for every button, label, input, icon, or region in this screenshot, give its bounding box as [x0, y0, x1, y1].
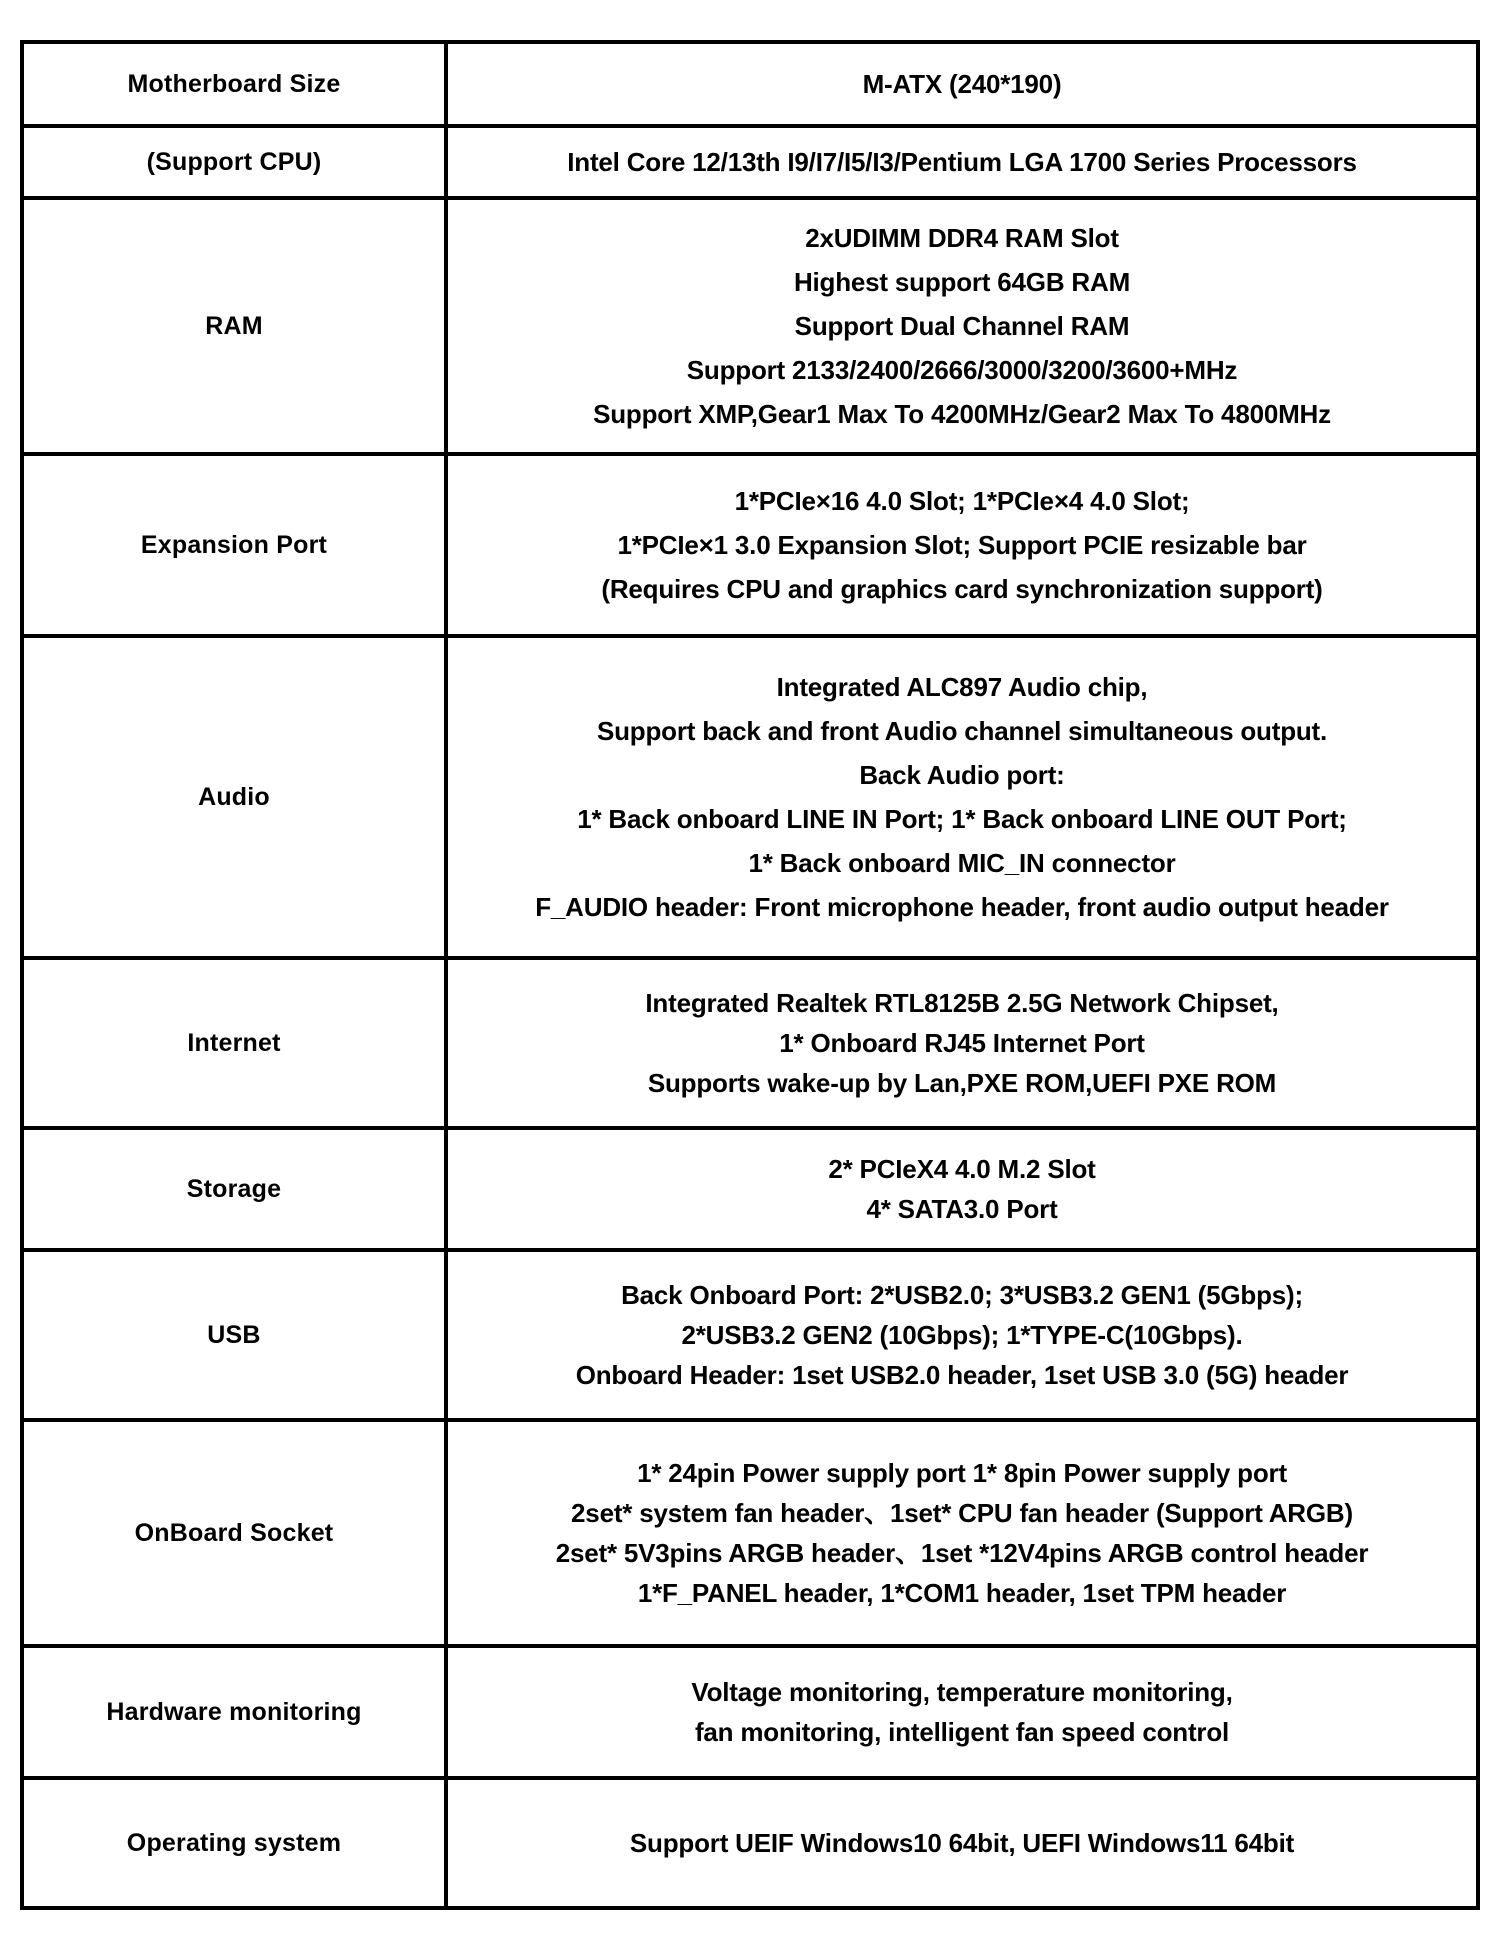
value-line: Voltage monitoring, temperature monitoring,	[691, 1677, 1233, 1707]
value-line: M-ATX (240*190)	[862, 69, 1062, 99]
row-value	[446, 1646, 1478, 1778]
table-row-onboard-socket	[22, 1420, 1478, 1646]
row-value	[446, 636, 1478, 958]
row-value	[446, 454, 1478, 636]
value-line: Support XMP,Gear1 Max To 4200MHz/Gear2 Max To 4800MHz	[593, 399, 1331, 429]
row-label: Audio	[22, 636, 446, 958]
value-line: 1* Onboard RJ45 Internet Port	[779, 1028, 1145, 1058]
table-row-expansion-port	[22, 454, 1478, 636]
value-line: Back Onboard Port: 2*USB2.0; 3*USB3.2 GEN1 (5Gbps);	[621, 1280, 1303, 1310]
value-line: fan monitoring, intelligent fan speed control	[694, 1717, 1230, 1747]
value-line: Integrated ALC897 Audio chip,	[776, 672, 1148, 702]
value-line: Support back and front Audio channel simultaneous output.	[596, 716, 1328, 746]
value-line: Onboard Header: 1set USB2.0 header, 1set USB 3.0 (5G) header	[575, 1360, 1349, 1390]
table-row-support-cpu	[22, 126, 1478, 198]
row-value	[446, 1128, 1478, 1250]
value-line: 2set* 5V3pins ARGB header、1set *12V4pins ARGB control header	[555, 1538, 1369, 1568]
value-line: 1* Back onboard LINE IN Port; 1* Back onboard LINE OUT Port;	[577, 804, 1347, 834]
value-line: 1* Back onboard MIC_IN connector	[748, 848, 1176, 878]
value-line: 1*PCIe×16 4.0 Slot; 1*PCIe×4 4.0 Slot;	[734, 486, 1190, 516]
value-line: F_AUDIO header: Front microphone header, front audio output header	[535, 892, 1389, 922]
table-row-hardware-monitoring	[22, 1646, 1478, 1778]
value-line: (Requires CPU and graphics card synchronization support)	[601, 574, 1323, 604]
row-value	[446, 1420, 1478, 1646]
row-label: Expansion Port	[22, 454, 446, 636]
row-value	[446, 1778, 1478, 1908]
value-line: Support 2133/2400/2666/3000/3200/3600+MHz	[686, 355, 1238, 385]
row-label: Motherboard Size	[22, 42, 446, 126]
value-line: Integrated Realtek RTL8125B 2.5G Network Chipset,	[645, 988, 1279, 1018]
value-line: 4* SATA3.0 Port	[866, 1194, 1058, 1224]
row-label: USB	[22, 1250, 446, 1420]
value-line: 1*F_PANEL header, 1*COM1 header, 1set TPM header	[637, 1578, 1287, 1608]
table-row-operating-system	[22, 1778, 1478, 1908]
table-row-usb	[22, 1250, 1478, 1420]
value-line: 2* PCIeX4 4.0 M.2 Slot	[828, 1154, 1096, 1184]
value-line: 1*PCIe×1 3.0 Expansion Slot; Support PCIE resizable bar	[617, 530, 1307, 560]
row-value	[446, 126, 1478, 198]
table-row-internet	[22, 958, 1478, 1128]
value-line: Back Audio port:	[859, 760, 1065, 790]
row-value	[446, 198, 1478, 454]
row-label: RAM	[22, 198, 446, 454]
row-value	[446, 42, 1478, 126]
table-row-motherboard-size	[22, 42, 1478, 126]
table-row-audio	[22, 636, 1478, 958]
value-line: Highest support 64GB RAM	[793, 267, 1131, 297]
spec-table	[20, 40, 1480, 1910]
value-line: Support UEIF Windows10 64bit, UEFI Windows11 64bit	[629, 1828, 1295, 1858]
value-line: 2*USB3.2 GEN2 (10Gbps); 1*TYPE-C(10Gbps).	[681, 1320, 1243, 1350]
table-row-storage	[22, 1128, 1478, 1250]
row-label: (Support CPU)	[22, 126, 446, 198]
value-line: 1* 24pin Power supply port 1* 8pin Power supply port	[637, 1458, 1287, 1488]
value-line: 2xUDIMM DDR4 RAM Slot	[805, 223, 1119, 253]
value-line: Supports wake-up by Lan,PXE ROM,UEFI PXE ROM	[647, 1068, 1277, 1098]
table-row-ram	[22, 198, 1478, 454]
value-line: 2set* system fan header、1set* CPU fan header (Support ARGB)	[571, 1498, 1353, 1528]
row-label: Internet	[22, 958, 446, 1128]
row-label: Hardware monitoring	[22, 1646, 446, 1778]
row-value	[446, 958, 1478, 1128]
row-value	[446, 1250, 1478, 1420]
row-label: Operating system	[22, 1778, 446, 1908]
row-label: Storage	[22, 1128, 446, 1250]
value-line: Support Dual Channel RAM	[794, 311, 1130, 341]
value-line: Intel Core 12/13th I9/I7/I5/I3/Pentium LGA 1700 Series Processors	[567, 147, 1357, 177]
row-label: OnBoard Socket	[22, 1420, 446, 1646]
